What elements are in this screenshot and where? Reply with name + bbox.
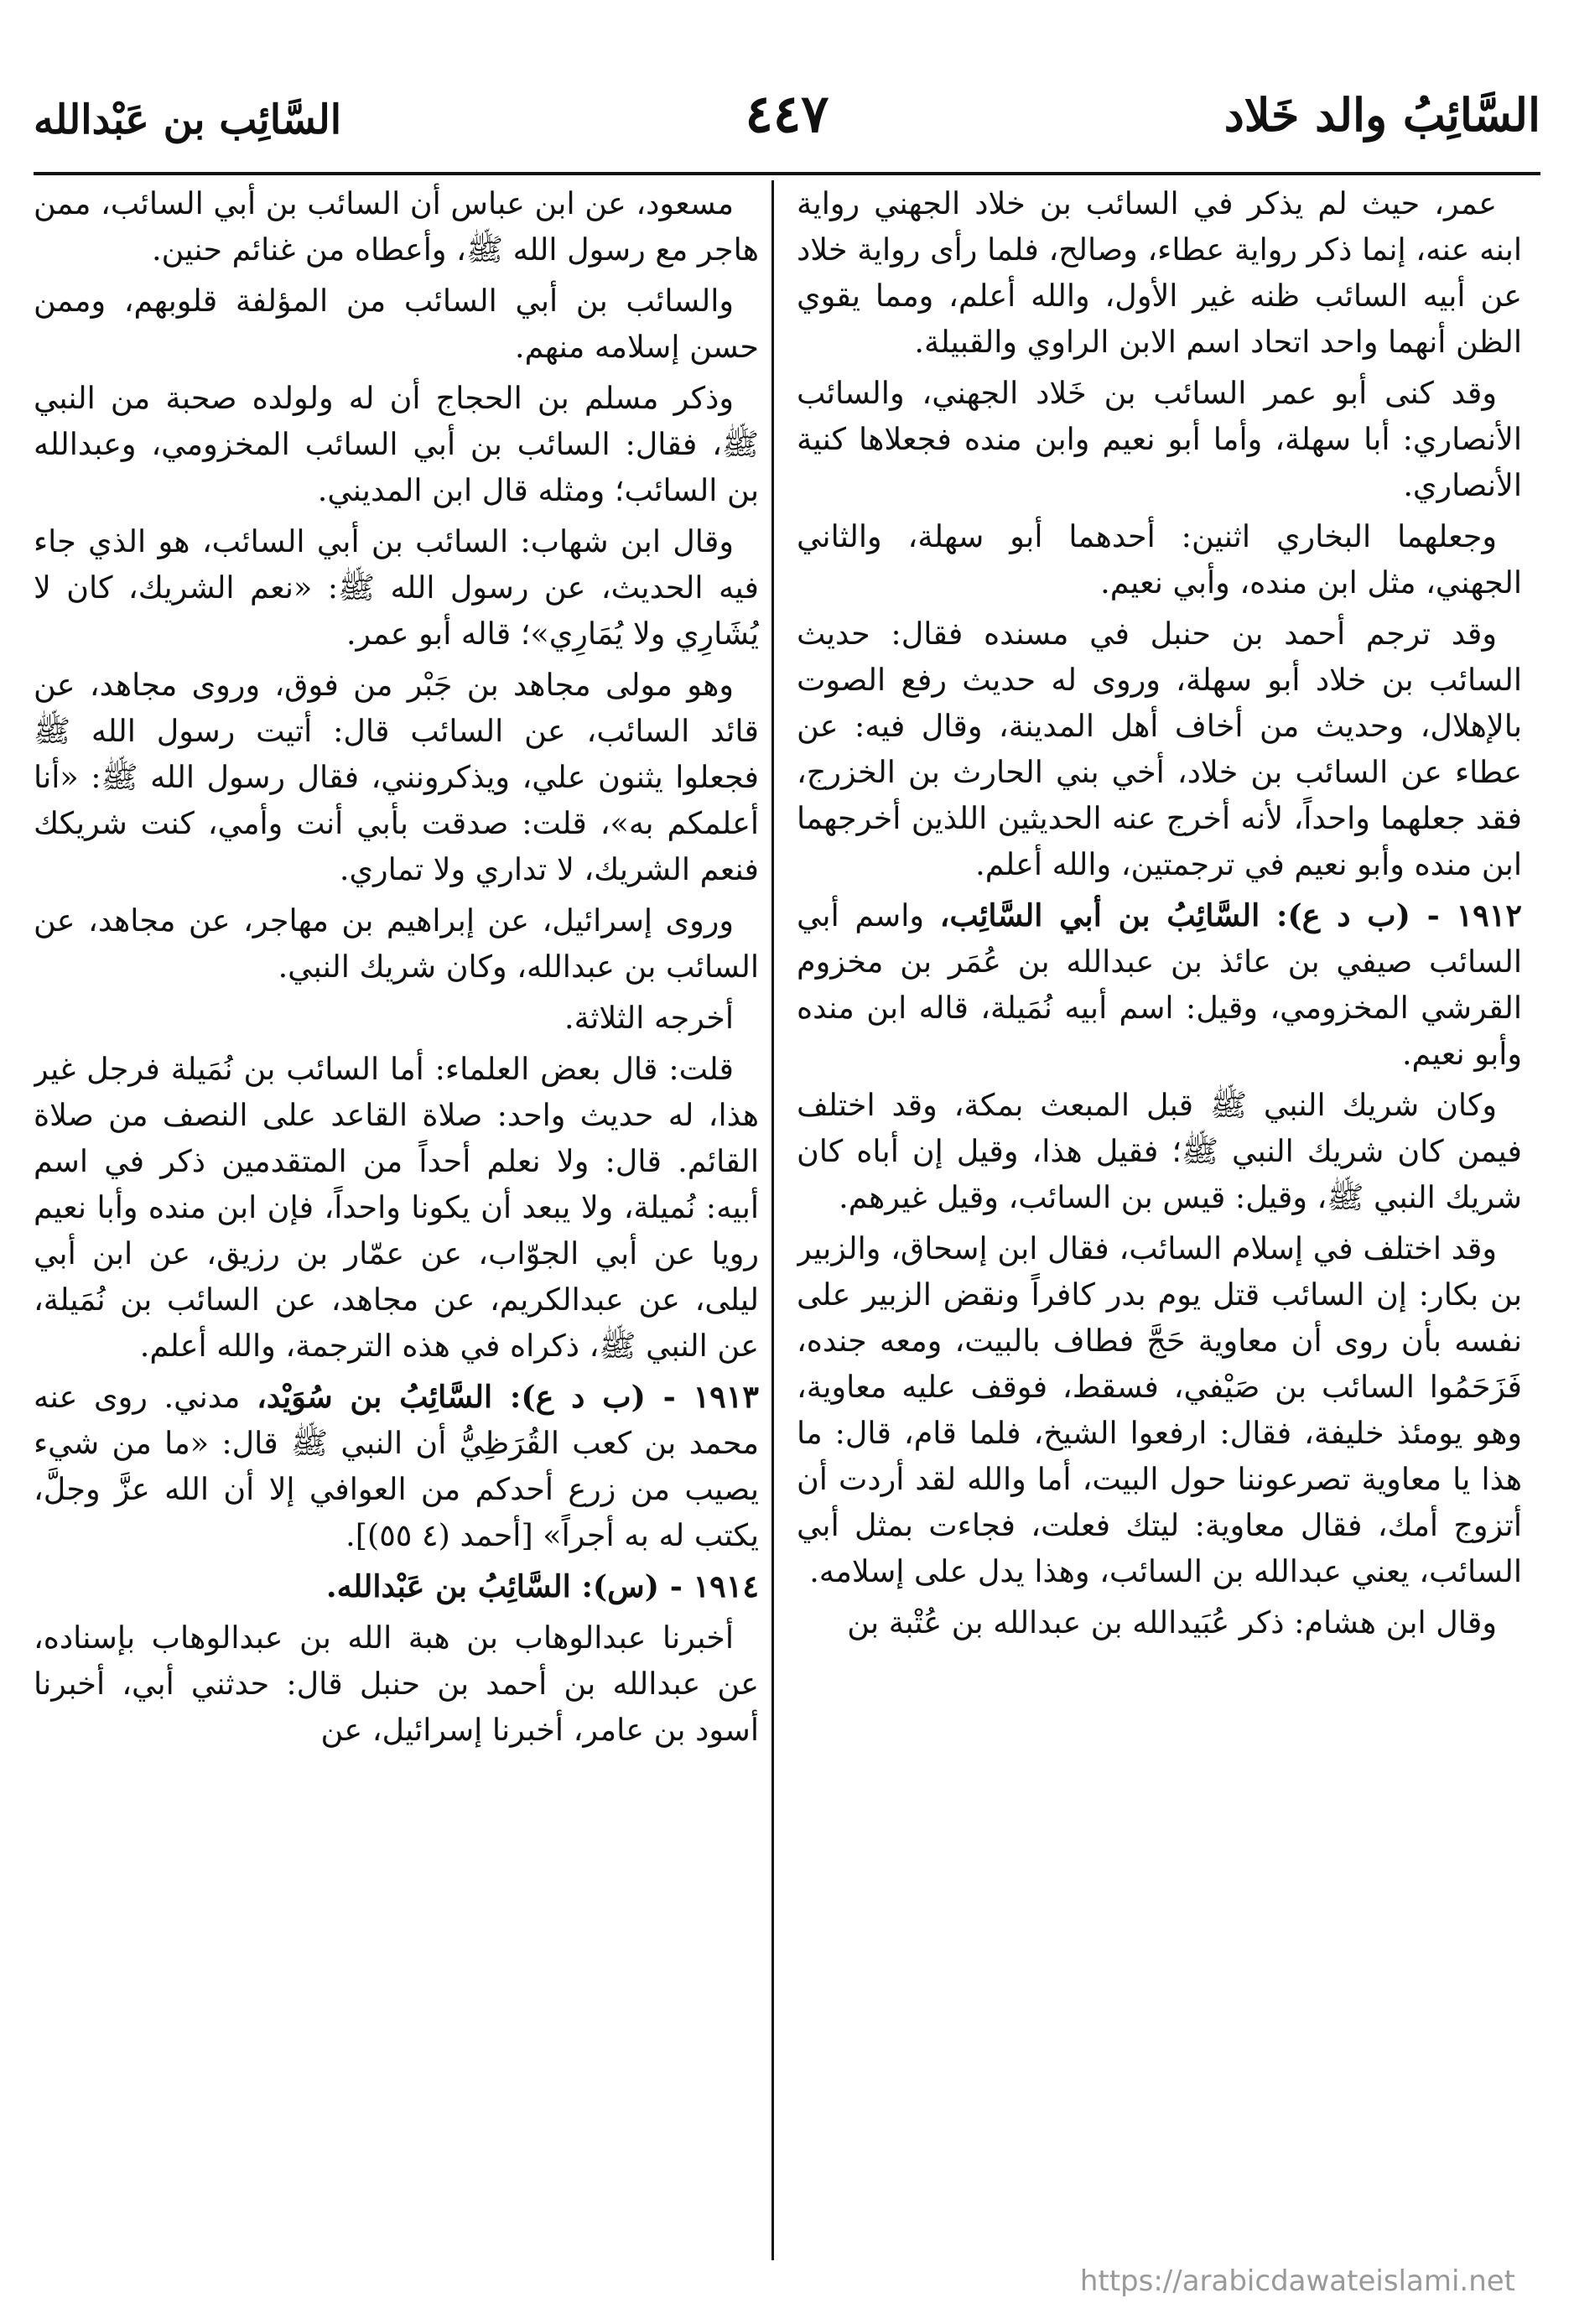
paragraph: أخرجه الثلاثة. xyxy=(564,1000,734,1036)
paragraph: والسائب بن أبي السائب من المؤلفة قلوبهم، وممن حسن إسلامه منهم. xyxy=(34,283,759,365)
paragraph: وكان شريك النبي ﷺ قبل المبعث بمكة، وقد اختلف فيمن كان شريك النبي ﷺ؛ فقيل هذا، وقيل إن أباه كان شريك النبي ﷺ، وقيل: قيس بن السائب، وقيل غيرهم. xyxy=(797,1087,1522,1215)
paragraph: وروى إسرائيل، عن إبراهيم بن مهاجر، عن مجاهد، عن السائب بن عبدالله، وكان شريك النبي. xyxy=(34,902,759,985)
paragraph: وقال ابن شهاب: السائب بن أبي السائب، هو الذي جاء فيه الحديث، عن رسول الله ﷺ: «نعم الشريك، كان لا يُشَارِي ولا يُمَارِي»؛ قاله أبو عمر. xyxy=(34,523,759,652)
paragraph: وقد اختلف في إسلام السائب، فقال ابن إسحاق، والزبير بن بكار: إن السائب قتل يوم بدر كافراً ونقض الزبير على نفسه بأن روى أن معاوية حَجَّ فطاف بالبيت، ومعه جنده، فَزَحَمُوا السائب بن صَيْفي، فسقط، فوقف عليه معاوية، وهو يومئذ خليفة، فقال: ارفعوا الشيخ، فلما قام، قال: ما هذا يا معاوية تصرعوننا حول البيت، أما والله لقد أردت أن أتزوج أمك، فقال معاوية: ليتك فعلت، فجاءت بمثل أبي السائب، يعني عبدالله بن السائب، وهذا يدل على إسلامه. xyxy=(797,1230,1522,1589)
paragraph: أخبرنا عبدالوهاب بن هبة الله بن عبدالوهاب بإسناده، عن عبدالله بن أحمد بن حنبل قال: حدثني أبي، أخبرنا أسود بن عامر، أخبرنا إسرائيل، عن xyxy=(34,1620,759,1748)
running-title-right: السَّائِبُ والد خَلاد xyxy=(1223,88,1540,142)
entry-text: واسم أبي السائب صيفي بن عائذ بن عبدالله بن عُمَر بن مخزوم القرشي المخزومي، وقيل: اسم أبيه نُمَيلة، قاله ابن منده وأبو نعيم. xyxy=(797,897,1522,1072)
paragraph: عمر، حيث لم يذكر في السائب بن خلاد الجهني رواية ابنه عنه، إنما ذكر رواية عطاء، وصالح، فلما رأى رواية خلاد عن أبيه السائب ظنه غير الأول، والله أعلم، ومما يقوي الظن أنهما واحد اتحاد اسم الابن الراوي والقبيلة. xyxy=(797,185,1522,360)
left-column xyxy=(34,180,759,2260)
paragraph: مسعود، عن ابن عباس أن السائب بن أبي السائب، ممن هاجر مع رسول الله ﷺ، وأعطاه من غنائم حنين. xyxy=(34,185,759,268)
entry-1913 xyxy=(34,1374,759,1558)
page-number: ٤٤٧ xyxy=(745,83,829,144)
watermark-url: https://arabicdawateislami.net xyxy=(1079,2264,1515,2298)
page-header xyxy=(34,83,1540,176)
entry-heading: ١٩١٣ - (ب د ع): السَّائِبُ بن سُوَيْد، xyxy=(257,1379,759,1415)
paragraph: وقد ترجم أحمد بن حنبل في مسنده فقال: حديث السائب بن خلاد أبو سهلة، وروى له حديث رفع الصوت بالإهلال، وحديث من أخاف أهل المدينة، وقال فيه: عن عطاء عن السائب بن خلاد، أخي بني الحارث بن الخزرج، فقد جعلهما واحداً، لأنه أخرج عنه الحديثين اللذين أخرجهما ابن منده وأبو نعيم في ترجمتين، والله أعلم. xyxy=(797,616,1522,882)
paragraph: قلت: قال بعض العلماء: أما السائب بن نُمَيلة فرجل غير هذا، له حديث واحد: صلاة القاعد على النصف من صلاة القائم. قال: ولا نعلم أحداً من المتقدمين ذكر في اسم أبيه: نُميلة، ولا يبعد أن يكونا واحداً، فإن ابن منده وأبا نعيم رويا عن أبي الجوّاب، عن عمّار بن رزيق، عن ابن أبي ليلى، عن عبدالكريم، عن مجاهد، عن السائب بن نُمَيلة، عن النبي ﷺ، ذكراه في هذه الترجمة، والله أعلم. xyxy=(34,1051,759,1364)
entry-text: مدني. روى عنه محمد بن كعب القُرَظِيُّ أن النبي ﷺ قال: «ما من شيء يصيب من زرع أحدكم من العوافي إلا أن الله عزَّ وجلَّ، يكتب له به أجراً» [أحمد (٤ ٥٥)]. xyxy=(34,1379,759,1553)
paragraph: وقد كنى أبو عمر السائب بن خَلاد الجهني، والسائب الأنصاري: أبا سهلة، وأما أبو نعيم وابن منده فجعلاها كنية الأنصاري. xyxy=(797,375,1522,503)
paragraph: وهو مولى مجاهد بن جَبْر من فوق، وروى مجاهد، عن قائد السائب، عن السائب قال: أتيت رسول الله ﷺ فجعلوا يثنون علي، ويذكرونني، فقال رسول الله ﷺ: «أنا أعلمكم به»، قلت: صدقت بأبي أنت وأمي، كنت شريكك فنعم الشريك، لا تداري ولا تماري. xyxy=(34,667,759,887)
header-rule xyxy=(34,172,1540,175)
running-title-left: السَّائِب بن عَبْدالله xyxy=(34,96,342,143)
right-column xyxy=(797,180,1522,2260)
entry-1914 xyxy=(34,1563,759,1609)
column-divider xyxy=(771,180,774,2260)
paragraph: وقال ابن هشام: ذكر عُبَيدالله بن عبدالله بن عُتْبة بن xyxy=(847,1604,1497,1640)
entry-heading: ١٩١٤ - (س): السَّائِبُ بن عَبْدالله. xyxy=(325,1568,759,1604)
entry-heading: ١٩١٢ - (ب د ع): السَّائِبُ بن أبي السَّائِب، xyxy=(939,897,1522,933)
paragraph: وجعلهما البخاري اثنين: أحدهما أبو سهلة، والثاني الجهني، مثل ابن منده، وأبي نعيم. xyxy=(797,518,1522,600)
paragraph: وذكر مسلم بن الحجاج أن له ولولده صحبة من النبي ﷺ، فقال: السائب بن أبي السائب المخزومي، وعبدالله بن السائب؛ ومثله قال ابن المديني. xyxy=(34,380,759,508)
entry-1912 xyxy=(797,892,1522,1077)
